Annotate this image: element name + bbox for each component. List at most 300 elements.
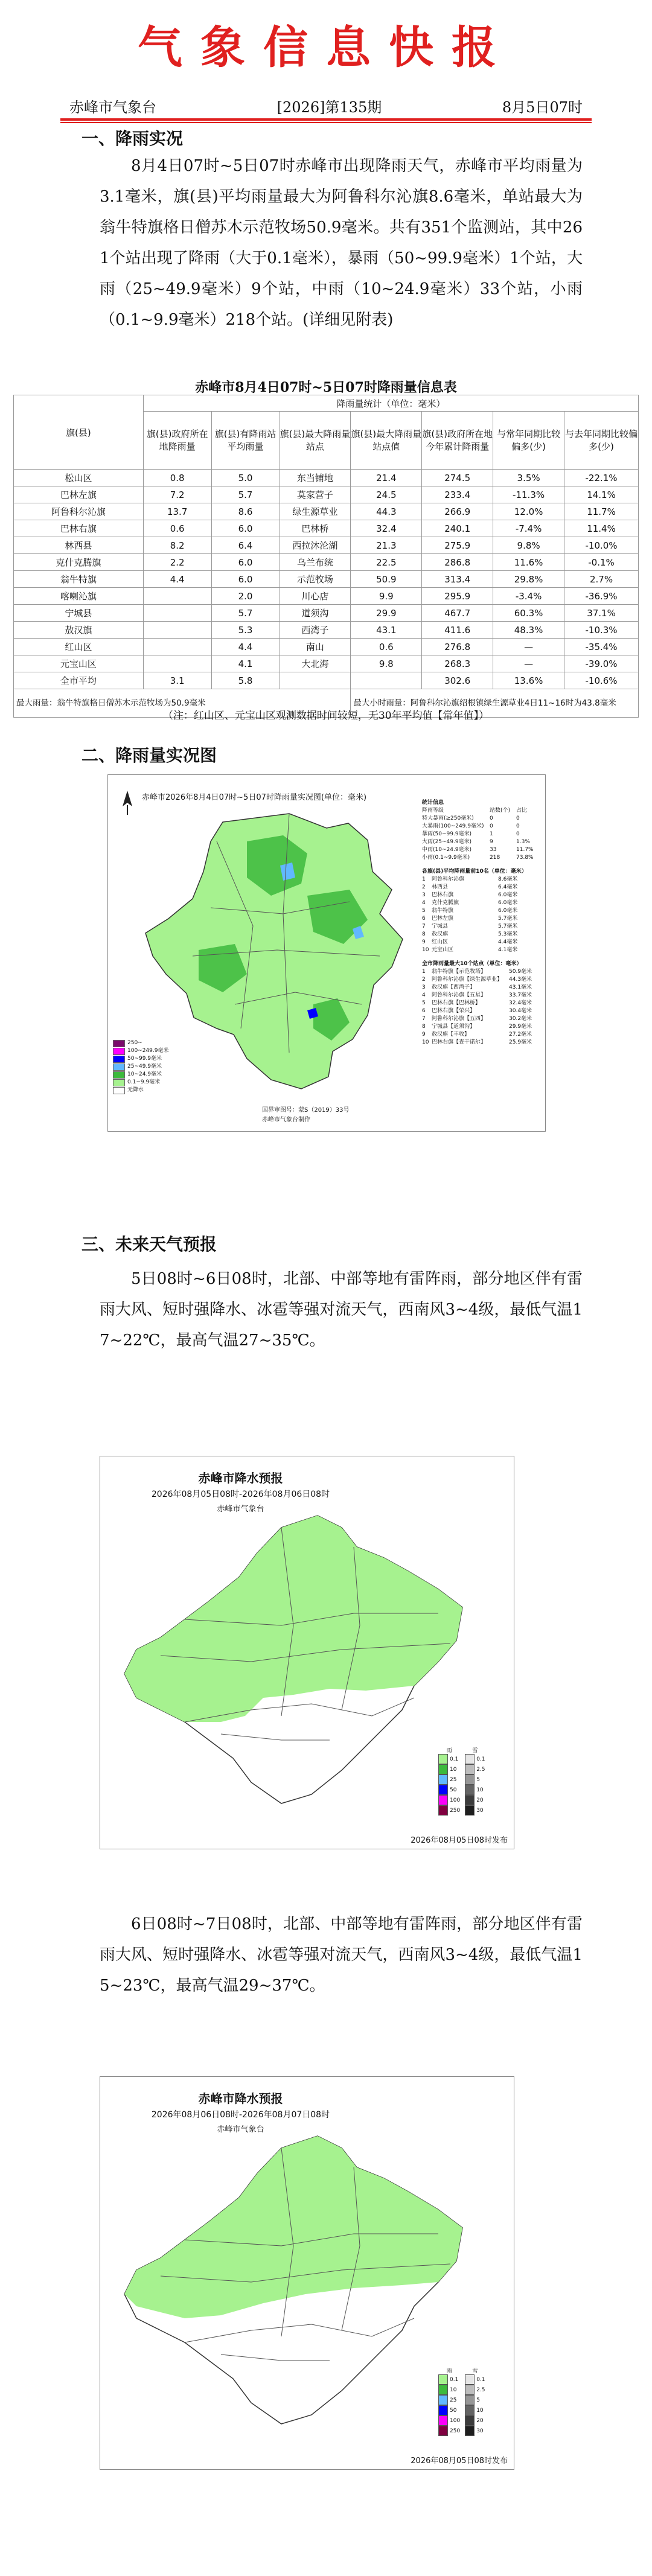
station-ranking-row-cell: 翁牛特旗【示范牧场】 [432,969,487,975]
county-ranking-row-cell: 9 [422,939,426,945]
station-ranking-row-cell: 巴林右旗【荣兴】 [432,1008,476,1014]
table-cell: 24.5 [351,486,422,503]
forecast-legend-swatch [438,1764,448,1774]
county-name-cell: 林西县 [14,537,144,554]
forecast-legend-value: 10 [476,2407,484,2414]
forecast-legend-value: 0.1 [476,1756,485,1762]
forecast-legend-swatch [465,2395,475,2405]
forecast1-title: 赤峰市降水预报 [198,1471,283,1485]
legend-label: 250~ [127,1040,142,1046]
table-cell: -35.4% [564,639,639,655]
table-cell: 9.9 [351,588,422,605]
forecast-legend-item [465,2385,485,2395]
table-cell: 21.4 [351,470,422,486]
county-ranking-row-cell: 8.6毫米 [498,876,518,882]
forecast-legend-item [438,2395,460,2405]
forecast-legend-value: 50 [450,1787,457,1793]
table-cell: 21.3 [351,537,422,554]
station-ranking-row [422,1007,540,1015]
station-ranking-row-cell: 33.7毫米 [509,992,532,998]
stats-row-cell: 1 [490,831,493,837]
table-cell: 0.6 [351,639,422,655]
county-ranking-row [422,915,540,923]
legend-item [113,1071,169,1079]
table-cell: 乌兰布统 [280,554,351,571]
station-ranking-row-cell: 9 [422,1031,426,1038]
county-ranking-title: 各旗(县)平均降雨量前10名（单位：毫米） [422,869,527,875]
group-header: 降雨量统计（单位：毫米） [143,395,638,412]
column-header: 旗(县)政府所在地降雨量 [143,412,211,470]
table-cell [143,639,211,655]
table-cell: 5.0 [211,470,280,486]
county-name-cell: 翁牛特旗 [14,571,144,588]
table-footer-left: 最大雨量：翁牛特旗格日僧苏木示范牧场为50.9毫米 [14,689,351,718]
forecast-text-day2: 6日08时~7日08时，北部、中部等地有雷阵雨，部分地区伴有雷雨大风、短时强降水、冰雹等强对流天气，西南风3~4级，最低气温15~23℃，最高气温29~37℃。 [100,1915,583,1995]
forecast-legend-item [465,2405,485,2415]
forecast-legend-value: 2.5 [476,2386,485,2393]
table-cell: 4.4 [211,639,280,655]
forecast-legend-value: 2.5 [476,1766,485,1773]
station-ranking-row [422,999,540,1007]
observation-map-credit: 国界审图号：蒙S（2019）33号 [262,1107,350,1114]
table-cell: 道须沟 [280,605,351,622]
stats-row-cell: 大雨(25~49.9毫米) [422,839,472,845]
station-ranking-row-cell: 宁城县【道须沟】 [432,1024,476,1030]
forecast-legend-swatch [465,1754,475,1764]
legend-label: 10~24.9毫米 [127,1071,162,1077]
stats-row-cell: 暴雨(50~99.9毫米) [422,831,472,837]
table-cell: 6.0 [211,554,280,571]
legend-item [113,1079,169,1086]
forecast-legend-value: 10 [450,1766,457,1773]
table-cell: 0.6 [143,520,211,537]
forecast-legend-swatch [438,1785,448,1795]
forecast-legend-swatch [465,1764,475,1774]
station-ranking-title: 全市降雨量最大10个站点（单位：毫米） [422,961,522,967]
table-title: 赤峰市8月4日07时~5日07时降雨量信息表 [195,380,457,395]
table-cell: 6.4 [211,537,280,554]
stats-header-cell: 站数(个) [490,808,511,814]
section1-text: 8月4日07时~5日07时赤峰市出现降雨天气，赤峰市平均雨量为3.1毫米，旗(县)平均雨量最大为阿鲁科尔沁旗8.6毫米，单站最大为翁牛特旗格日僧苏木示范牧场50.9毫米。共有351个监测站，其中261个站出现了降雨（大于0.1毫米），暴雨（50~99.9毫米）1个站，大雨（25~49.9毫米）9个站，中雨（10~24.9毫米）33个站，小雨（0.1~9.9毫米）218个站。(详细见附表) [100,157,583,329]
station-ranking-row [422,968,540,976]
county-ranking-row-cell: 4.1毫米 [498,947,518,953]
issue-date: 8月5日07时 [502,99,583,116]
table-cell: 0.8 [143,470,211,486]
table-cell: 4.4 [143,571,211,588]
forecast2-issued: 2026年08月05日08时发布 [411,2456,508,2466]
station-ranking-row [422,1031,540,1039]
table-cell: 37.1% [564,605,639,622]
table-row [14,571,639,588]
forecast-legend-value: 10 [476,1787,484,1793]
station-ranking-row [422,1023,540,1031]
forecast-legend-item [465,1785,485,1795]
observation-map [107,774,546,1132]
county-name-cell: 敖汉旗 [14,622,144,639]
county-ranking-row [422,884,540,891]
legend-swatch [113,1087,125,1094]
stats-row-cell: 73.8% [516,855,534,861]
table-cell: 5.3 [211,622,280,639]
forecast2-title: 赤峰市降水预报 [198,2091,283,2106]
table-row [14,639,639,655]
station-ranking-row [422,992,540,999]
stats-row [422,815,540,823]
station-ranking-row-cell: 1 [422,969,426,975]
section2-heading: 二、降雨量实况图 [82,745,217,765]
stats-row-cell: 1.3% [516,839,530,845]
forecast-legend-value: 30 [476,2428,484,2434]
legend-item [113,1055,169,1063]
county-ranking-row-cell: 红山区 [432,939,449,945]
stats-row-cell: 0 [516,831,520,837]
table-row [14,520,639,537]
legend-swatch [113,1048,125,1055]
county-ranking-row-cell: 巴林左旗 [432,916,454,922]
county-ranking-row-cell: 克什克腾旗 [432,900,459,906]
county-ranking-row-cell: 6.4毫米 [498,884,518,890]
table-footer-right: 最大小时雨量：阿鲁科尔沁旗绍根镇绿生源草业4日11~16时为43.8毫米 [351,689,639,718]
stats-row-cell: 特大暴雨(≥250毫米) [422,815,474,821]
forecast-legend-swatch [465,1774,475,1785]
table-cell: 8.6 [211,503,280,520]
table-cell: 43.1 [351,622,422,639]
table-cell: 5.7 [211,605,280,622]
station-ranking-row-cell: 阿鲁科尔沁旗【五四】 [432,1016,487,1022]
forecast-legend-item [438,2385,460,2395]
forecast-legend-swatch [465,2426,475,2436]
observation-map-stats [422,799,540,1047]
stats-row-cell: 大暴雨(100~249.9毫米) [422,823,484,829]
forecast1-agency: 赤峰市气象台 [217,1505,264,1514]
issue-number: [2026]第135期 [276,99,382,116]
forecast-legend-value: 100 [450,1797,461,1803]
forecast-legend-swatch [465,2415,475,2426]
legend-item [113,1063,169,1071]
table-cell: 44.3 [351,503,422,520]
observation-map-legend [113,1039,169,1094]
forecast1-period: 2026年08月05日08时-2026年08月06日08时 [151,1490,330,1499]
table-cell: -10.6% [564,672,639,689]
forecast-text-day1: 5日08时~6日08时，北部、中部等地有雷阵雨，部分地区伴有雷雨大风、短时强降水、冰雹等强对流天气，西南风3~4级，最低气温17~22℃，最高气温27~35℃。 [100,1270,583,1350]
forecast-legend-item [465,1774,485,1785]
table-cell [280,672,351,689]
forecast-legend-item [465,1795,485,1805]
forecast-legend-item [438,1764,460,1774]
forecast-legend-swatch [465,1785,475,1795]
legend-label: 25~49.9毫米 [127,1063,162,1070]
table-row [14,588,639,605]
stats-row [422,831,540,838]
station-ranking-row-cell: 巴林右旗【巴林桥】 [432,1000,481,1006]
column-header: 与去年同期比较偏多(少) [564,412,639,470]
table-row [14,486,639,503]
forecast-legend-item [465,2426,485,2436]
section1-heading: 一、降雨实况 [82,129,184,148]
table-cell: 示范牧场 [280,571,351,588]
stats-header-cell: 降雨等级 [422,808,444,814]
rainfall-table [13,395,639,718]
forecast1-legend [438,1746,505,1831]
station-ranking-row-cell: 30.2毫米 [509,1016,532,1022]
county-ranking-row-cell: 阿鲁科尔沁旗 [432,876,465,882]
agency-name: 赤峰市气象台 [69,99,156,116]
county-name-cell: 全市平均 [14,672,144,689]
table-cell: 313.4 [422,571,493,588]
station-ranking-row-cell: 43.1毫米 [509,984,532,990]
county-ranking-row [422,931,540,939]
forecast-legend-value: 25 [450,1776,457,1783]
table-cell: 240.1 [422,520,493,537]
table-cell: 467.7 [422,605,493,622]
header-divider-top [60,118,592,121]
stats-row-cell: 9 [490,839,493,845]
table-cell: 11.7% [564,503,639,520]
forecast-legend-swatch [438,2395,448,2405]
forecast-legend-value: 0.1 [450,2376,459,2383]
stats-row-cell: 0 [516,823,520,829]
forecast-legend-value: 100 [450,2417,461,2424]
table-cell: -11.3% [493,486,564,503]
county-ranking-row-cell: 巴林右旗 [432,892,454,898]
station-ranking-row-cell: 敖汉旗【丰收】 [432,1031,470,1038]
header-divider-bottom [60,122,592,123]
forecast-legend-item [438,1795,460,1805]
legend-swatch [113,1071,125,1079]
forecast-legend-value: 0.1 [476,2376,485,2383]
county-name-cell: 巴林左旗 [14,486,144,503]
forecast-map-day1 [100,1456,514,1849]
county-ranking-row-cell: 5.7毫米 [498,916,518,922]
table-cell: 西拉沐沦湖 [280,537,351,554]
station-ranking-row-cell: 6 [422,1008,426,1014]
county-ranking-row-cell: 翁牛特旗 [432,908,454,914]
county-ranking-row [422,907,540,915]
table-row [14,605,639,622]
county-ranking-row-cell: 宁城县 [432,923,449,929]
table-cell: 巴林桥 [280,520,351,537]
table-cell: -36.9% [564,588,639,605]
stats-row [422,823,540,831]
table-cell [143,622,211,639]
table-cell [143,588,211,605]
forecast-legend-value: 10 [450,2386,457,2393]
table-cell: 7.2 [143,486,211,503]
table-cell: -10.0% [564,537,639,554]
table-cell: — [493,639,564,655]
stats-row-cell: 0 [490,823,493,829]
table-cell: 275.9 [422,537,493,554]
table-row [14,622,639,639]
station-ranking-row [422,1039,540,1047]
forecast-map-day2 [100,2076,514,2470]
table-row [14,655,639,672]
stats-row-cell: 11.7% [516,847,534,853]
county-ranking-row-cell: 10 [422,947,429,953]
legend-label: 100~249.9毫米 [127,1048,169,1054]
table-cell [351,672,422,689]
forecast-legend-swatch [465,1805,475,1816]
forecast-legend-value: 20 [476,1797,484,1803]
forecast-legend-item [438,1785,460,1795]
county-ranking-row-cell: 林西县 [432,884,449,890]
legend-swatch [113,1079,125,1086]
county-header: 旗(县) [14,395,144,470]
table-cell [143,605,211,622]
observation-map-title: 赤峰市2026年8月4日07时~5日07时降雨量实况图(单位：毫米) [142,793,367,802]
forecast-legend-swatch [465,2385,475,2395]
county-ranking-row-cell: 1 [422,876,426,882]
forecast-legend-value: 5 [476,2397,480,2403]
forecast-legend-swatch [438,1754,448,1764]
forecast-legend-swatch [438,1774,448,1785]
table-note: （注：红山区、元宝山区观测数据时间较短，无30年平均值【常年值】） [162,710,490,722]
forecast-legend-value: 20 [476,2417,484,2424]
forecast-legend-item [438,2405,460,2415]
legend-item [113,1086,169,1094]
forecast-legend-item [438,2426,460,2436]
county-ranking-row [422,891,540,899]
table-cell: 4.1 [211,655,280,672]
table-cell: 2.2 [143,554,211,571]
forecast-legend-item [438,1754,460,1764]
forecast-legend-value: 250 [450,2428,461,2434]
forecast-legend-item [465,1764,485,1774]
stats-row-cell: 0 [516,815,520,821]
station-ranking-row-cell: 5 [422,1000,426,1006]
station-ranking-row-cell: 10 [422,1039,429,1045]
forecast-legend-swatch [438,2426,448,2436]
stats-row-cell: 中雨(10~24.9毫米) [422,847,472,853]
table-cell: 9.8 [351,655,422,672]
table-cell: 295.9 [422,588,493,605]
forecast1-issued: 2026年08月05日08时发布 [411,1836,508,1845]
table-cell: 川心店 [280,588,351,605]
forecast-legend-value: 30 [476,1807,484,1814]
report-title: 气象信息快报 [138,22,514,74]
forecast-legend-swatch [438,2415,448,2426]
table-cell: 9.8% [493,537,564,554]
county-ranking-row-cell: 6.0毫米 [498,900,518,906]
forecast-legend-value: 5 [476,1776,480,1783]
county-ranking-row-cell: 6 [422,916,426,922]
forecast-legend-value: 50 [450,2407,457,2414]
station-ranking-row-cell: 30.4毫米 [509,1008,532,1014]
legend-swatch [113,1040,125,1047]
column-header: 旗(县)最大降雨量站点 [280,412,351,470]
county-name-cell: 宁城县 [14,605,144,622]
table-cell: -7.4% [493,520,564,537]
table-cell: 286.8 [422,554,493,571]
table-cell: -10.3% [564,622,639,639]
stats-row-cell: 33 [490,847,497,853]
table-cell: 11.4% [564,520,639,537]
table-cell: 2.7% [564,571,639,588]
table-cell: -0.1% [564,554,639,571]
forecast-legend-item [465,2395,485,2405]
forecast-legend-value: 0.1 [450,1756,459,1762]
observation-map-footer: 赤峰市气象台制作 [262,1117,310,1123]
table-cell: 60.3% [493,605,564,622]
table-cell: 302.6 [422,672,493,689]
stats-header-cell: 占比 [516,808,528,814]
table-cell: 5.7 [211,486,280,503]
table-cell: 6.0 [211,520,280,537]
column-header: 旗(县)有降雨站平均雨量 [211,412,280,470]
county-ranking-row-cell: 6.0毫米 [498,908,518,914]
county-ranking-row-cell: 2 [422,884,426,890]
forecast-legend-swatch [465,1795,475,1805]
county-name-cell: 松山区 [14,470,144,486]
forecast-legend-item [465,1805,485,1816]
forecast-legend-value: 25 [450,2397,457,2403]
station-ranking-row-cell: 4 [422,992,426,998]
station-ranking-row-cell: 2 [422,977,426,983]
forecast-legend-swatch [465,2405,475,2415]
county-ranking-row [422,939,540,946]
county-ranking-row-cell: 4.4毫米 [498,939,518,945]
county-ranking-row-cell: 敖汉旗 [432,931,449,937]
table-cell: 22.5 [351,554,422,571]
forecast-legend-heading: 雪 [472,2368,478,2374]
station-ranking-row-cell: 巴林右旗【查干诺尔】 [432,1039,487,1045]
station-ranking-row-cell: 8 [422,1024,426,1030]
station-ranking-row-cell: 阿鲁科尔沁旗【绿生源草业】 [432,977,503,983]
legend-label: 0.1~9.9毫米 [127,1079,161,1085]
table-cell: -39.0% [564,655,639,672]
table-row [14,470,639,486]
stats-title: 统计信息 [422,800,444,806]
station-ranking-row [422,984,540,992]
table-cell: — [493,655,564,672]
county-ranking-row-cell: 3 [422,892,426,898]
table-cell: 13.7 [143,503,211,520]
station-ranking-row-cell: 29.9毫米 [509,1024,532,1030]
table-cell: 50.9 [351,571,422,588]
table-cell: 274.5 [422,470,493,486]
stats-row-cell: 218 [490,855,500,861]
table-cell: 13.6% [493,672,564,689]
table-cell: 2.0 [211,588,280,605]
table-cell: 32.4 [351,520,422,537]
forecast-legend-swatch [438,2385,448,2395]
forecast-legend-swatch [438,2405,448,2415]
section3-heading: 三、未来天气预报 [82,1234,217,1254]
forecast-legend-item [438,1805,460,1816]
stats-header-row [422,807,540,815]
county-ranking-row [422,923,540,931]
county-ranking-row-cell: 4 [422,900,426,906]
county-ranking-row-cell: 5 [422,908,426,914]
county-name-cell: 红山区 [14,639,144,655]
county-ranking-row-cell: 元宝山区 [432,947,454,953]
county-ranking-row-cell: 7 [422,923,426,929]
table-cell: 29.9 [351,605,422,622]
column-header: 与常年同期比较偏多(少) [493,412,564,470]
county-ranking-row-cell: 5.3毫米 [498,931,518,937]
forecast-legend-item [438,2374,460,2385]
station-ranking-row-cell: 7 [422,1016,426,1022]
column-header: 旗(县)最大降雨量站点值 [351,412,422,470]
table-cell: 11.6% [493,554,564,571]
county-ranking-row-cell: 5.7毫米 [498,923,518,929]
county-ranking-row [422,899,540,907]
table-cell: 莫家营子 [280,486,351,503]
station-ranking-row-cell: 3 [422,984,426,990]
forecast2-agency: 赤峰市气象台 [217,2125,264,2134]
forecast-legend-swatch [438,1805,448,1816]
forecast-legend-item [465,2415,485,2426]
